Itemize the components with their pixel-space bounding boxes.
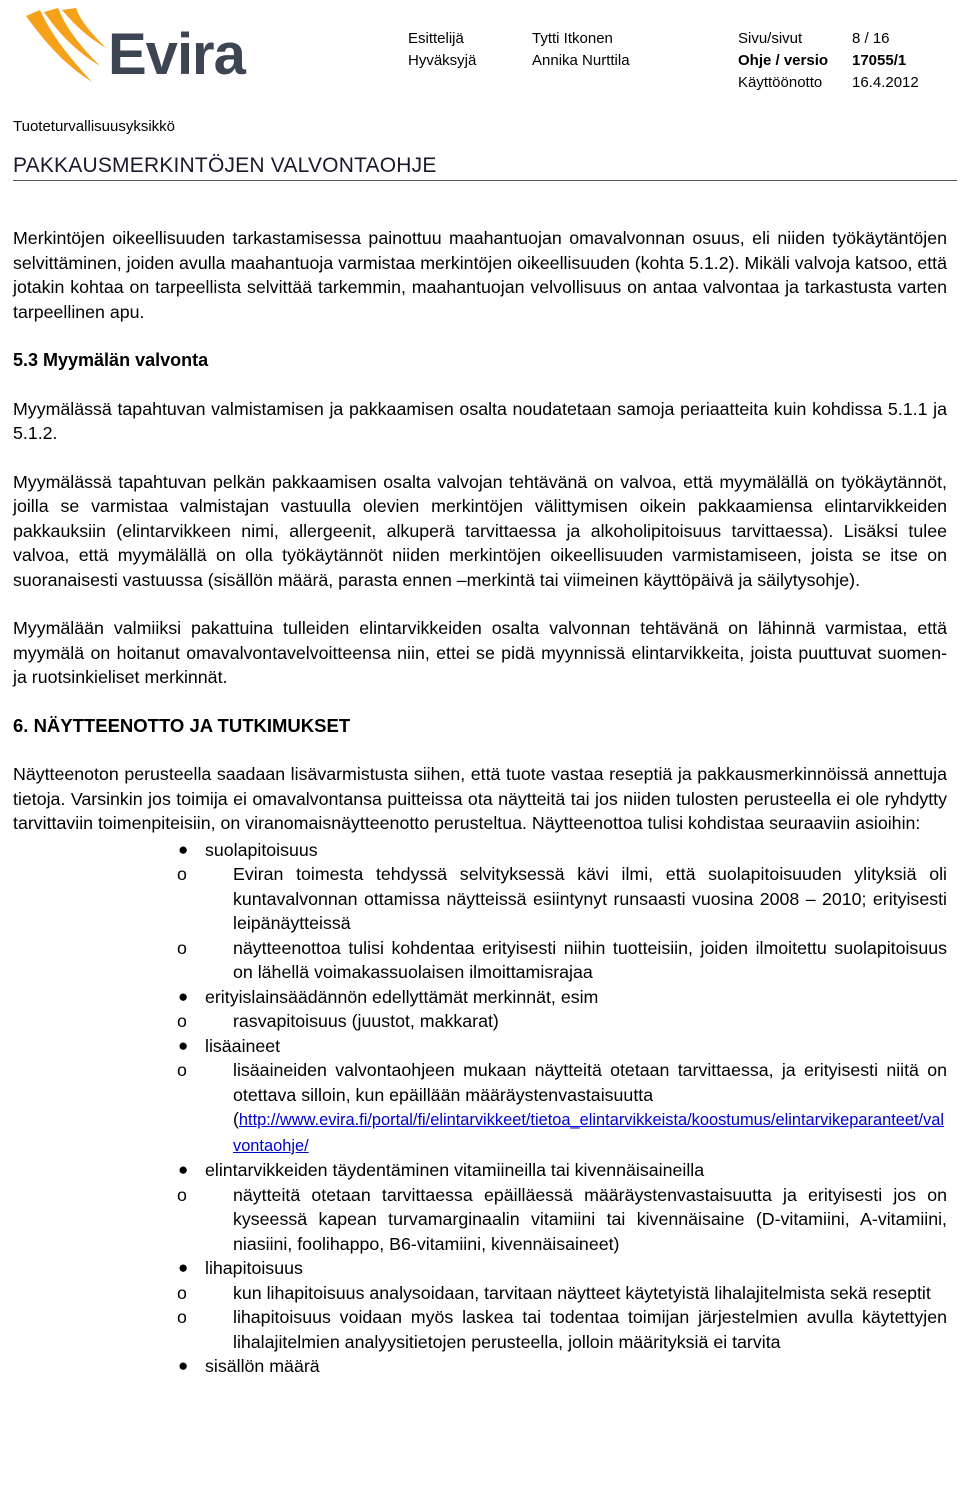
sub-list-item: o lihapitoisuus voidaan myös laskea tai todentaa toimijan järjestelmien avulla käytettyjen lihalajitelmien analyysitietojen perusteella, jolloin määrityksiä ei tarvita [177,1307,947,1352]
circle-bullet-icon: o [177,1282,187,1303]
sampling-list [13,838,947,1379]
paragraph-store-2: Myymälässä tapahtuvan pelkän pakkaamisen osalta valvojan tehtävänä on valvoa, että myymälällä on työkäytännöt, joilla se varmistaa valmistajan vastuulla olevien merkintöjen välittymisen oikein pakkaamiensa elintarvikkeiden pakkauksiin (elintarvikkeen nimi, allergeenit, alkuperä tarvittaessa ja alkoholipitoisuus tarvittaessa). Lisäksi tulee valvoa, että myymälällä on olla työkäytännöt niiden merkintöjen oikeellisuuden varmistamiseen, joista se itse on suoranaisesti vastuussa (sisällön määrä, parasta ennen –merkintä tai viimeinen käyttöpäivä ja säilytysohje). [13,471,947,590]
circle-bullet-icon: o [177,1307,187,1327]
bullet-icon: ● [178,1160,189,1179]
unit-name: Tuoteturvallisuusyksikkö [13,118,176,135]
logo-wordmark: Evira [108,22,245,87]
evira-swoosh-icon [22,8,122,88]
sub-list-item: o näytteitä otetaan tarvittaessa epäilläessä määräystenvastaisuutta ja erityisesti jos on kyseessä kapean turvamarginaalin vitamiini tai kivennäisaine (D-vitamiini, A-vitamiini, niasiini, foolihappo, B6-vitamiini, kivennäisaineet) [177,1184,947,1254]
meta-adoption-value: 16.4.2012 [852,74,919,91]
sub-list-item: o kun lihapitoisuus analysoidaan, tarvitaan näytteet käytetyistä lihalajitelmista sekä reseptit [177,1281,947,1306]
heading-6: 6. NÄYTTEENOTTO JA TUTKIMUKSET [13,714,351,736]
circle-bullet-icon: o [177,1060,187,1080]
meta-version-value: 17055/1 [852,52,907,69]
header-divider [13,180,957,181]
sub-list-item: o lisäaineiden valvontaohjeen mukaan näytteitä otetaan tarvittaessa, ja erityisesti niitä on otettava silloin, kun epäillään määräystenvastaisuutta (http://www.evira.fi/portal/fi/elintarvikkeet/tietoa_elintarvikkeista/koostumus/elintarvikeparanteet/valvontaohje/ [177,1060,947,1155]
meta-pages-label: Sivu/sivut [738,30,803,47]
paragraph-sampling: Näytteenoton perusteella saadaan lisävarmistusta siihen, että tuote vastaa reseptiä ja pakkausmerkinnöissä annettuja tietoja. Varsinkin jos toimija ei omavalvontansa puitteissa ota näytteitä tai jos niiden tulosten perusteella ei ole ryhdytty tarvittaviin toimenpiteisiin, on viranomaisnäytteenotto perusteltua. Näytteenottoa tulisi kohdistaa seuraaviin asioihin: [13,764,947,833]
document-title: PAKKAUSMERKINTÖJEN VALVONTAOHJE [13,154,437,177]
document-body [13,226,947,1379]
meta-adoption-label: Käyttöönotto [738,74,823,91]
circle-bullet-icon: o [177,864,187,884]
list-item: ● elintarvikkeiden täydentäminen vitamiineilla tai kivennäisaineilla o näytteitä otetaan tarvittaessa epäilläessä määräystenvastaisuutta ja erityisesti jos on kyseessä kapean turvamarginaalin vitamiini tai kivennäisaine (D-vitamiini, A-vitamiini, niasiini, foolihappo, B6-vitamiini, kivennäisaineet) [13,1158,947,1256]
sub-list-item: o näytteenottoa tulisi kohdentaa erityisesti niihin tuotteisiin, joiden ilmoitettu suolapitoisuus on lähellä voimakassuolaisen ilmoittamisrajaa [177,937,947,982]
list-item: ● erityislainsäädännön edellyttämät merkinnät, esim o rasvapitoisuus (juustot, makkarat) [13,985,947,1034]
bullet-icon: ● [178,839,189,859]
meta-version-label: Ohje / versio [738,52,829,69]
heading-5-3: 5.3 Myymälän valvonta [13,350,209,370]
sub-list-item: o rasvapitoisuus (juustot, makkarat) [177,1009,947,1034]
paragraph-store-1: Myymälässä tapahtuvan valmistamisen ja pakkaamisen osalta noudatetaan samoja periaatteita kuin kohdissa 5.1.1 ja 5.1.2. [13,398,947,443]
meta-approver-name: Annika Nurttila [532,52,630,69]
bullet-icon: ● [178,1035,189,1055]
evira-logo [22,8,282,90]
meta-presenter-name: Tytti Itkonen [532,30,613,47]
list-item: ● suolapitoisuus o Eviran toimesta tehdyssä selvityksessä kävi ilmi, että suolapitoisuuden ylityksiä oli kuntavalvonnan ottamissa näytteissä esiintynyt runsaasti vuosina 2008 – 2010; erityisesti leipänäytteissä o näytteenottoa tulisi kohdentaa erityisesti niihin tuotteisiin, joiden ilmoitettu suolapitoisuus on lähellä voimakassuolaisen ilmoittamisrajaa [13,838,947,985]
bullet-icon: ● [178,1258,189,1277]
list-item: ● lihapitoisuus o kun lihapitoisuus analysoidaan, tarvitaan näytteet käytetyistä lihalajitelmista sekä reseptit o lihapitoisuus voidaan myös laskea tai todentaa toimijan järjestelmien avulla käytettyjen lihalajitelmien analyysitietojen perusteella, jolloin määrityksiä ei tarvita [13,1256,947,1354]
valvontaohje-link[interactable]: http://www.evira.fi/portal/fi/elintarvikkeet/tietoa_elintarvikkeista/koostumus/elintarvikeparanteet/valvontaohje/ [233,1111,945,1155]
paragraph-store-3: Myymälään valmiiksi pakattuina tulleiden elintarvikkeiden osalta valvonnan tehtävänä on lähinnä varmistaa, että myymälä on hoitanut omavalvontavelvoitteensa niin, ettei se pidä myynnissä elintarvikkeita, joista puuttuvat suomen- ja ruotsinkieliset merkinnät. [13,618,947,687]
meta-approver-label: Hyväksyjä [408,52,477,69]
sub-list-item: o Eviran toimesta tehdyssä selvityksessä kävi ilmi, että suolapitoisuuden ylityksiä oli kuntavalvonnan ottamissa näytteissä esiintynyt runsaasti vuosina 2008 – 2010; erityisesti leipänäytteissä [177,864,947,933]
meta-pages-value: 8 / 16 [852,30,890,47]
circle-bullet-icon: o [177,937,187,958]
bullet-icon: ● [178,986,189,1006]
meta-presenter-label: Esittelijä [408,30,464,47]
bullet-icon: ● [178,1356,189,1375]
paragraph-importer: Merkintöjen oikeellisuuden tarkastamisessa painottuu maahantuojan omavalvonnan osuus, eli niiden työkäytäntöjen selvittäminen, joiden avulla maahantuoja varmistaa merkintöjen oikeellisuuden (kohta 5.1.2). Mikäli valvoja katsoo, että jotakin kohtaa on tarpeellista selvittää tarkemmin, maahantuojan velvollisuus on antaa valvontaa ja tarkastusta varten tarpeellinen apu. [13,228,948,322]
list-item: ● sisällön määrä [13,1354,947,1379]
circle-bullet-icon: o [177,1011,187,1031]
circle-bullet-icon: o [177,1184,187,1205]
list-item: ● lisäaineet o lisäaineiden valvontaohjeen mukaan näytteitä otetaan tarvittaessa, ja erityisesti niitä on otettava silloin, kun epäillään määräystenvastaisuutta (http://www.evira.fi/portal/fi/elintarvikkeet/tietoa_elintarvikkeista/koostumus/elintarvikeparanteet/valvontaohje/ [13,1034,947,1159]
